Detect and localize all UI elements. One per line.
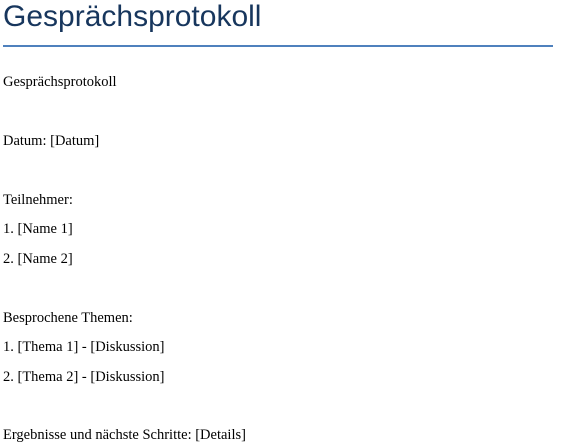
results-line: Ergebnisse und nächste Schritte: [Details] (3, 427, 246, 443)
title-underline (3, 45, 553, 47)
topic-item: 2. [Thema 2] - [Diskussion] (3, 369, 165, 385)
topic-item: 1. [Thema 1] - [Diskussion] (3, 339, 165, 355)
participants-label: Teilnehmer: (3, 192, 73, 208)
document-title: Gesprächsprotokoll (3, 0, 262, 33)
participant-item: 1. [Name 1] (3, 221, 73, 237)
date-line: Datum: [Datum] (3, 133, 100, 149)
document-heading: Gesprächsprotokoll (3, 74, 117, 90)
participant-item: 2. [Name 2] (3, 251, 73, 267)
topics-label: Besprochene Themen: (3, 310, 133, 326)
